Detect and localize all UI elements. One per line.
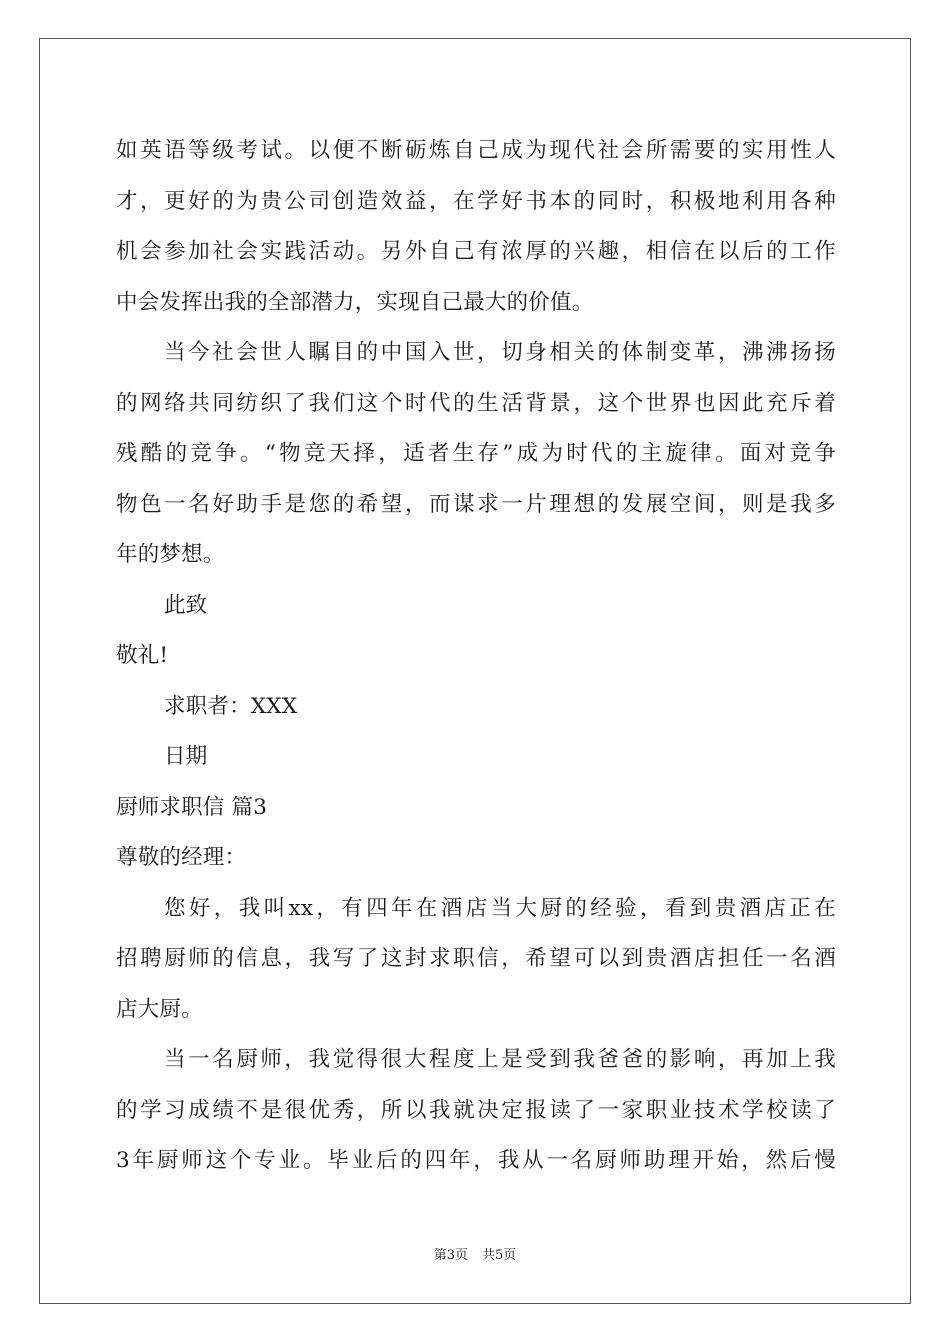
page-number: 第3页 (433, 1248, 468, 1263)
page-footer (0, 1244, 950, 1263)
text-line: 机会参加社会实践活动。另外自己有浓厚的兴趣，相信在以后的工作 (116, 239, 836, 264)
document-body (116, 126, 836, 1187)
closing-salutation: 此致 (164, 592, 208, 618)
closing-regards: 敬礼! (116, 643, 169, 668)
text-line: 物色一名好助手是您的希望，而谋求一片理想的发展空间，则是我多 (116, 491, 836, 517)
text-line: 当今社会世人瞩目的中国入世，切身相关的体制变革，沸沸扬扬 (164, 340, 836, 365)
text-line: 的网络共同纺织了我们这个时代的生活背景，这个世界也因此充斥着 (116, 390, 836, 416)
text-line: 如英语等级考试。以便不断砺炼自己成为现代社会所需要的实用性人 (116, 138, 836, 163)
text-line: 年的梦想。 (116, 542, 225, 567)
section-heading: 厨师求职信 篇3 (116, 794, 268, 820)
page-total: 共5页 (482, 1248, 517, 1263)
text-line: 当一名厨师，我觉得很大程度上是受到我爸爸的影响，再加上我 (164, 1047, 836, 1072)
text-line: 残酷的竞争。“物竞天择，适者生存”成为时代的主旋律。面对竞争 (116, 441, 836, 466)
signature-applicant: 求职者：XXX (164, 693, 298, 719)
text-line: 才，更好的为贵公司创造效益，在学好书本的同时，积极地利用各种 (116, 188, 836, 214)
signature-date: 日期 (164, 744, 208, 769)
text-line: 招聘厨师的信息，我写了这封求职信，希望可以到贵酒店担任一名酒 (116, 946, 836, 971)
text-line: 3年厨师这个专业。毕业后的四年，我从一名厨师助理开始，然后慢 (116, 1148, 836, 1173)
text-line: 中会发挥出我的全部潜力，实现自己最大的价值。 (116, 289, 594, 315)
text-line: 您好，我叫xx，有四年在酒店当大厨的经验，看到贵酒店正在 (164, 895, 836, 921)
letter-greeting: 尊敬的经理： (116, 845, 247, 870)
text-line: 店大厨。 (116, 996, 203, 1022)
text-line: 的学习成绩不是很优秀，所以我就决定报读了一家职业技术学校读了 (116, 1097, 836, 1123)
